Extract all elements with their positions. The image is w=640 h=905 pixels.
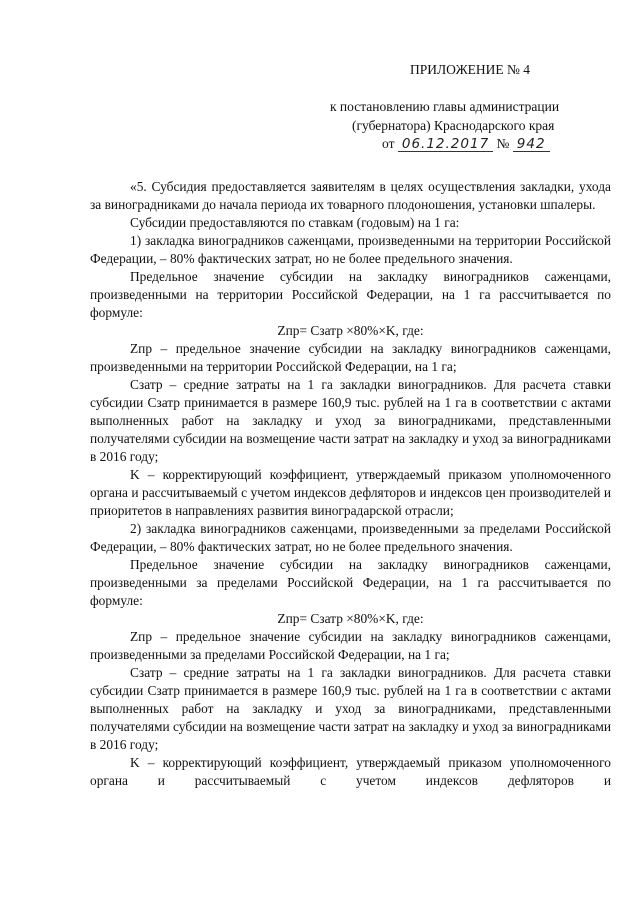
paragraph: Сзатр – средние затраты на 1 га закладки виноградников. Для расчета ставки субсидии Сзатр принимается в размере 160,9 тыс. рублей на 1 га в соответствии с актами выполненных работ на закладку и уход за виноградниками, представленными получателями субсидии на возмещение части затрат на закладку и уход за виноградниками в 2016 году;	[90, 377, 611, 464]
paragraph: 2) закладка виноградников саженцами, произведенными за пределами Российской Федерации, – 80% фактических затрат, но не более предельного значения.	[90, 521, 611, 554]
date-prefix: от	[382, 136, 395, 151]
number-prefix: №	[496, 136, 510, 151]
formula: Zпр= Сзатр ×80%×K, где:	[277, 611, 424, 626]
paragraph: Предельное значение субсидии на закладку виноградников саженцами, произведенными на территории Российской Федерации, на 1 га рассчитывается по формуле:	[90, 269, 611, 320]
governor-reference: (губернатора) Краснодарского края	[352, 118, 555, 133]
paragraph: «5. Субсидия предоставляется заявителям в целях осуществления закладки, ухода за виноградниками до начала периода их товарного плодоношения, установки шпалеры.	[90, 179, 611, 212]
document-body	[90, 178, 611, 790]
paragraph: Zпр – предельное значение субсидии на закладку виноградников саженцами, произведенными на территории Российской Федерации, на 1 га;	[90, 341, 611, 374]
paragraph: Субсидии предоставляются по ставкам (годовым) на 1 га:	[130, 215, 460, 230]
paragraph: K – корректирующий коэффициент, утверждаемый приказом уполномоченного органа и рассчитываемый с учетом индексов дефляторов и индексов цен производителей и приоритетов в направлениях развития виноградарской отрасли;	[90, 467, 611, 518]
paragraph: K – корректирующий коэффициент, утверждаемый приказом уполномоченного органа и рассчитываемый с учетом индексов дефляторов и	[90, 755, 611, 788]
appendix-title: ПРИЛОЖЕНИЕ № 4	[410, 62, 531, 77]
handwritten-date: 06.12.2017	[398, 137, 493, 152]
date-number-line	[382, 136, 550, 152]
paragraph: Zпр – предельное значение субсидии на закладку виноградников саженцами, произведенными за пределами Российской Федерации, на 1 га;	[90, 629, 611, 662]
paragraph: Предельное значение субсидии на закладку виноградников саженцами, произведенными за пределами Российской Федерации, на 1 га рассчитывается по формуле:	[90, 557, 611, 608]
resolution-reference: к постановлению главы администрации	[330, 99, 560, 114]
paragraph: 1) закладка виноградников саженцами, произведенными на территории Российской Федерации, – 80% фактических затрат, но не более предельного значения.	[90, 233, 611, 266]
handwritten-number: 942	[513, 137, 550, 152]
paragraph: Сзатр – средние затраты на 1 га закладки виноградников. Для расчета ставки субсидии Сзатр принимается в размере 160,9 тыс. рублей на 1 га в соответствии с актами выполненных работ на закладку и уход за виноградниками, представленными получателями субсидии на возмещение части затрат на закладку и уход за виноградниками в 2016 году;	[90, 665, 611, 752]
formula: Zпр= Сзатр ×80%×K, где:	[277, 323, 424, 338]
